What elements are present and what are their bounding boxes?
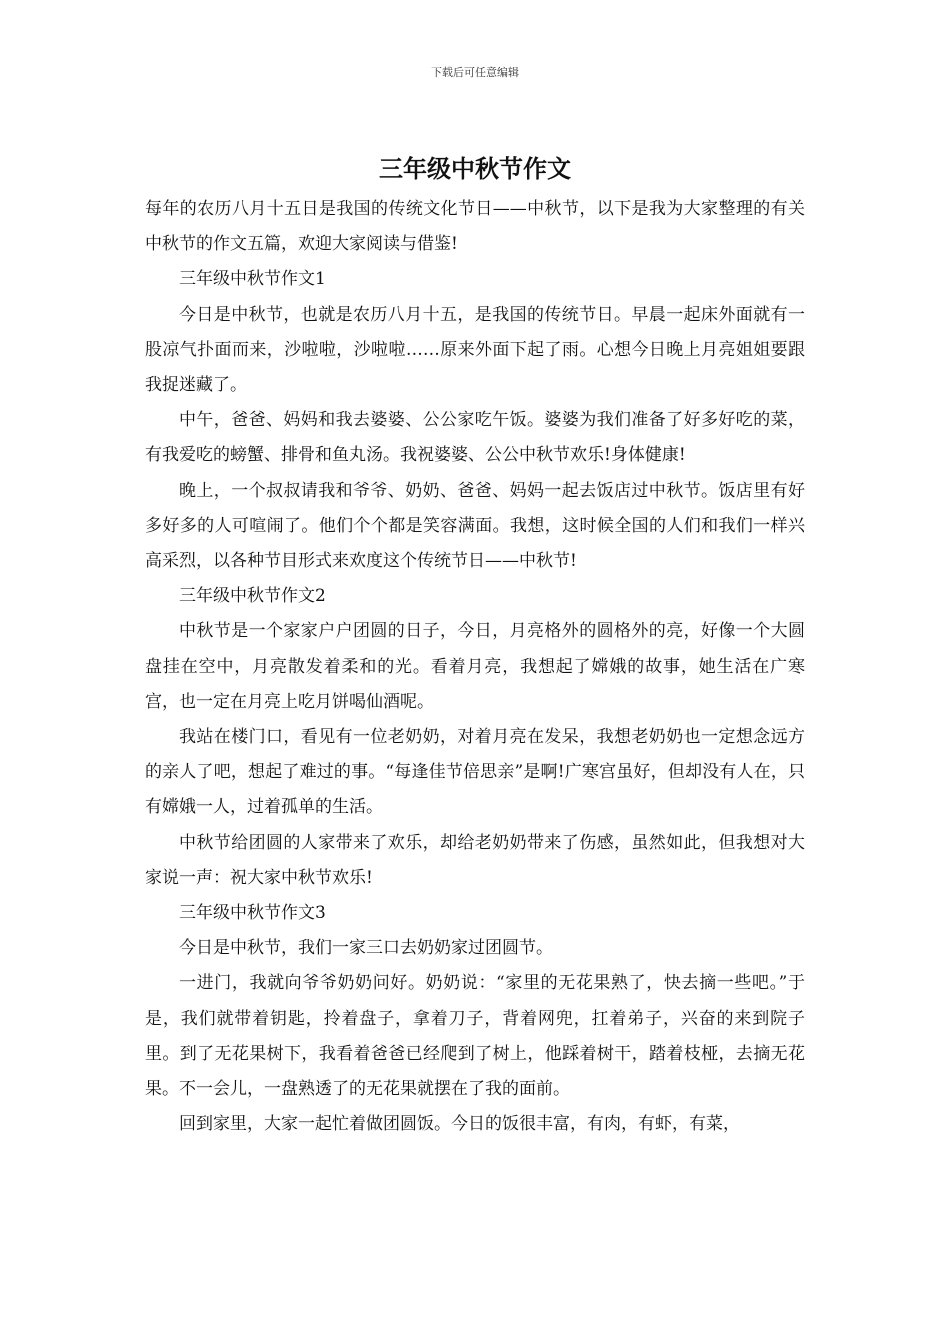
paragraph: 回到家里，大家一起忙着做团圆饭。今日的饭很丰富，有肉，有虾，有菜， xyxy=(179,1114,740,1135)
section-heading-3: 三年级中秋节作文3 xyxy=(179,903,326,924)
paragraph: 一进门，我就向爷爷奶奶问好。奶奶说：“家里的无花果熟了，快去摘一些吧。”于是，我们就带着钥匙，拎着盘子，拿着刀子，背着网兜，扛着弟子，兴奋的来到院子里。到了无花果树下，我看着爸爸已经爬到了树上，他踩着树干，踏着枝桠，去摘无花果。不一会儿，一盘熟透了的无花果就摆在了我的面前。 xyxy=(145,973,805,1100)
paragraph: 中秋节给团圆的人家带来了欢乐，却给老奶奶带来了伤感，虽然如此，但我想对大家说一声：祝大家中秋节欢乐! xyxy=(145,832,805,888)
section-heading-2: 三年级中秋节作文2 xyxy=(179,586,326,607)
paragraph: 中秋节是一个家家户户团圆的日子，今日，月亮格外的圆格外的亮，好像一个大圆盘挂在空中，月亮散发着柔和的光。看着月亮，我想起了嫦娥的故事，她生活在广寒宫，也一定在月亮上吃月饼喝仙酒呢。 xyxy=(145,621,805,712)
intro-paragraph: 每年的农历八月十五日是我国的传统文化节日——中秋节，以下是我为大家整理的有关中秋节的作文五篇，欢迎大家阅读与借鉴! xyxy=(145,199,805,255)
header-note: 下载后可任意编辑 xyxy=(431,66,519,79)
section-heading-1: 三年级中秋节作文1 xyxy=(179,269,326,290)
paragraph: 今日是中秋节，也就是农历八月十五，是我国的传统节日。早晨一起床外面就有一股凉气扑面而来，沙啦啦，沙啦啦……原来外面下起了雨。心想今日晚上月亮姐姐要跟我捉迷藏了。 xyxy=(145,304,805,396)
document-title: 三年级中秋节作文 xyxy=(379,154,571,183)
paragraph: 我站在楼门口，看见有一位老奶奶，对着月亮在发呆，我想老奶奶也一定想念远方的亲人了吧，想起了难过的事。“每逢佳节倍思亲”是啊!广寒宫虽好，但却没有人在，只有嫦娥一人，过着孤单的生活。 xyxy=(145,727,805,818)
paragraph: 中午，爸爸、妈妈和我去婆婆、公公家吃午饭。婆婆为我们准备了好多好吃的菜，有我爱吃的螃蟹、排骨和鱼丸汤。我祝婆婆、公公中秋节欢乐!身体健康! xyxy=(145,410,805,466)
paragraph: 今日是中秋节，我们一家三口去奶奶家过团圆节。 xyxy=(179,938,553,959)
paragraph: 晚上，一个叔叔请我和爷爷、奶奶、爸爸、妈妈一起去饭店过中秋节。饭店里有好多好多的人可喧闹了。他们个个都是笑容满面。我想，这时候全国的人们和我们一样兴高采烈，以各种节目形式来欢度这个传统节日——中秋节! xyxy=(145,480,805,572)
document-body xyxy=(145,192,805,1142)
